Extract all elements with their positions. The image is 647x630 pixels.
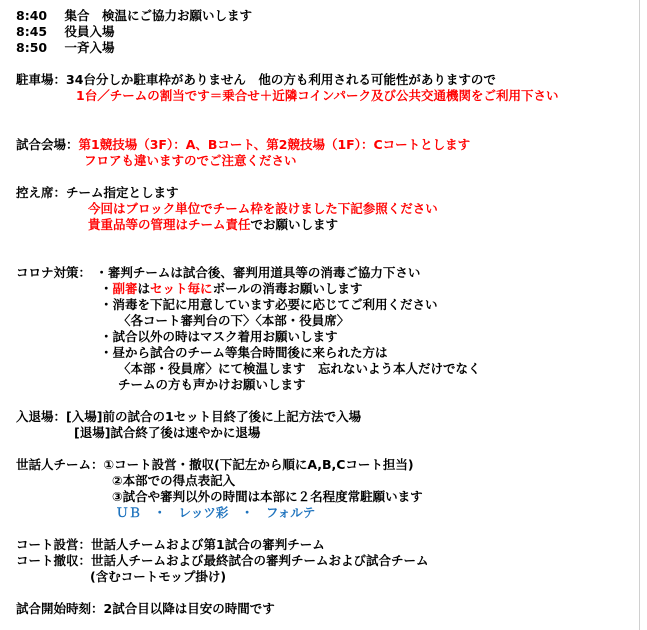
sub-referee-red: 副審 <box>112 281 138 296</box>
text-black: ボールの消毒お願いします <box>212 281 363 296</box>
helper-item: ③試合や審判以外の時間は本部に２名程度常駐願います <box>112 489 423 504</box>
schedule-row <box>16 40 115 56</box>
parking-allocation: 1台／チームの割当です＝乗合せ＋近隣コインパーク及び公共交通機関をご利用下さい <box>76 88 559 103</box>
corona-item-sub: 〈各コート審判台の下〉〈本部・役員席〉 <box>118 313 350 328</box>
entry-line <box>16 409 361 425</box>
entry-text: [入場]前の試合の1セット目終了後に上記方法で入場 <box>66 409 362 424</box>
venue-text: 第1競技場（3F）：A、Bコート、第2競技場（1F）：Cコートとします <box>78 137 471 152</box>
corona-item-sub: 〈本部・役員席〉にて検温します 忘れないよう本人だけでなく <box>118 361 481 376</box>
seats-valuables-note <box>88 217 338 233</box>
seats-line <box>16 185 179 201</box>
per-set-red: セット毎に <box>150 281 213 296</box>
parking-text: 34台分しか駐車枠がありません 他の方も利用される可能性がありますので <box>66 72 496 87</box>
text-black: は <box>137 281 151 296</box>
corona-item: ・試合以外の時はマスク着用お願いします <box>100 329 338 344</box>
helper-label: 世話人チーム： <box>16 457 104 472</box>
schedule-text: 役員入場 <box>64 24 115 39</box>
bullet: ・ <box>100 281 113 296</box>
corona-item: ・審判チームは試合後、審判用道具等の消毒ご協力下さい <box>95 265 421 280</box>
helper-text: ①コート設営・撤収(下記左から順にA,B,Cコート担当) <box>103 457 414 472</box>
court-teardown-sub: (含むコートモップ掛け) <box>90 569 227 584</box>
valuables-black: でお願いします <box>250 217 339 232</box>
court-teardown-label: コート撤収： <box>16 553 92 568</box>
schedule-text: 一斉入場 <box>64 40 115 55</box>
helper-item: ②本部での得点表記入 <box>112 473 236 488</box>
corona-item-referee <box>100 281 362 297</box>
corona-item-sub: チームの方も声かけお願いします <box>118 377 306 392</box>
venue-label: 試合会場： <box>16 137 79 152</box>
seats-block-note: 今回はブロック単位でチーム枠を設けました下記参照ください <box>88 201 438 216</box>
corona-item: ・消毒を下記に用意しています必要に応じてご利用ください <box>100 297 438 312</box>
schedule-row <box>16 8 252 24</box>
page-border <box>639 0 640 630</box>
schedule-text: 集合 検温にご協力お願いします <box>64 8 253 23</box>
court-setup-text: 世話人チームおよび第1試合の審判チーム <box>91 537 325 552</box>
seats-text: チーム指定とします <box>66 185 179 200</box>
venue-line <box>16 137 470 153</box>
venue-floor-note: フロアも違いますのでご注意ください <box>84 153 297 168</box>
corona-item: ・昼から試合のチーム等集合時間後に来られた方は <box>100 345 388 360</box>
court-teardown-line <box>16 553 429 569</box>
exit-text: [退場]試合終了後は速やかに退場 <box>74 425 261 440</box>
helper-teams: ＵＢ ・ レッツ彩 ・ フォルテ <box>116 505 316 520</box>
schedule-row <box>16 24 115 40</box>
parking-line <box>16 72 496 88</box>
schedule-time: 8:50 <box>16 40 48 55</box>
start-time-line <box>16 601 275 617</box>
court-teardown-text: 世話人チームおよび最終試合の審判チームおよび試合チーム <box>91 553 429 568</box>
helper-line <box>16 457 414 473</box>
court-setup-label: コート設営： <box>16 537 92 552</box>
valuables-red: 貴重品等の管理はチーム責任 <box>88 217 251 232</box>
schedule-time: 8:40 <box>16 8 48 23</box>
entry-label: 入退場： <box>16 409 67 424</box>
parking-label: 駐車場： <box>16 72 67 87</box>
seats-label: 控え席： <box>16 185 67 200</box>
corona-line <box>16 265 420 281</box>
start-time-text: 2試合目以降は目安の時間です <box>103 601 275 616</box>
court-setup-line <box>16 537 325 553</box>
schedule-time: 8:45 <box>16 24 48 39</box>
start-time-label: 試合開始時刻： <box>16 601 104 616</box>
corona-label: コロナ対策： <box>16 265 92 280</box>
